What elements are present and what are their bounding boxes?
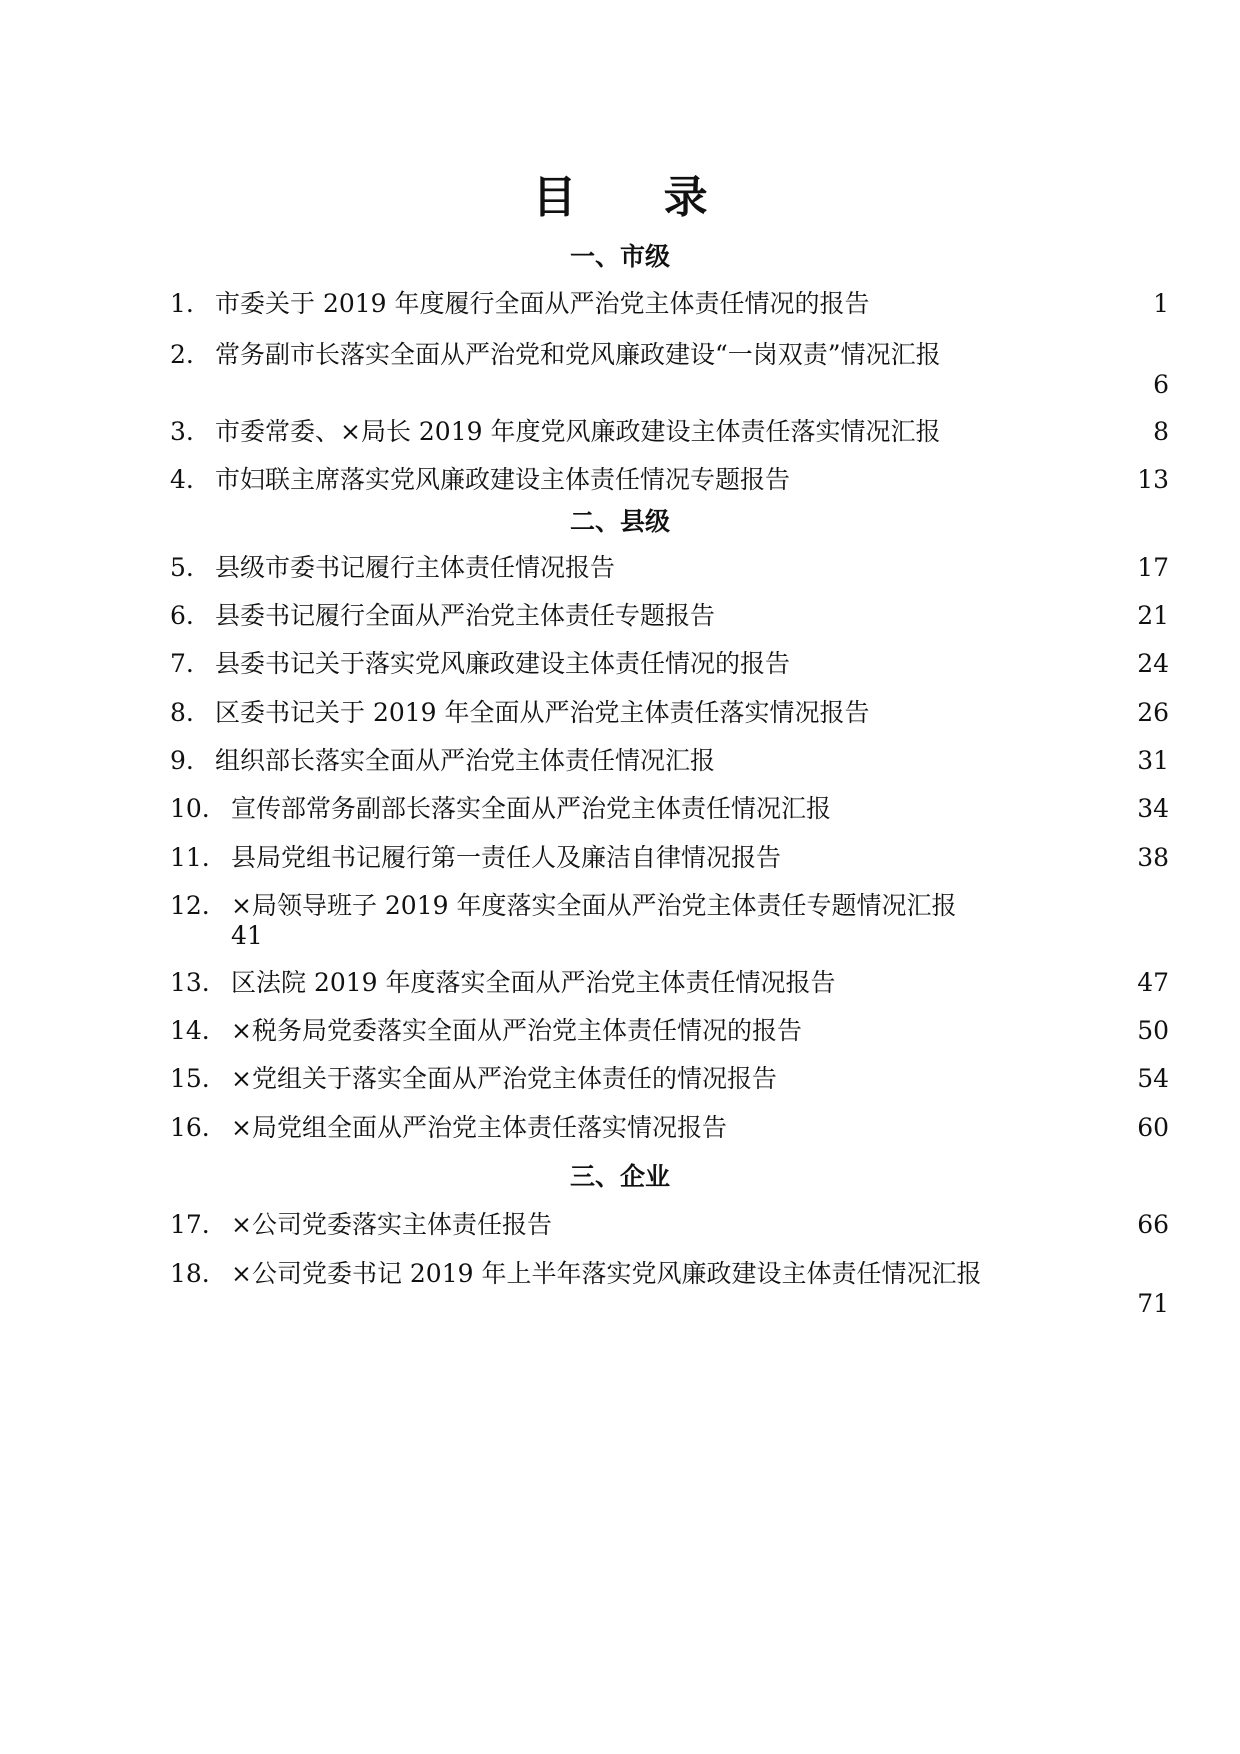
entry-number: 13. xyxy=(170,968,210,997)
entry-page: 50 xyxy=(1137,1016,1169,1045)
entry-number: 1. xyxy=(170,289,194,318)
entry-page: 66 xyxy=(1137,1210,1169,1239)
toc-title: 目 录 xyxy=(532,172,744,223)
entry-title: ×党组关于落实全面从严治党主体责任的情况报告 xyxy=(231,1064,777,1093)
entry-number: 3. xyxy=(170,417,194,446)
entry-number: 6. xyxy=(170,601,194,630)
entry-number: 9. xyxy=(170,746,194,775)
entry-number: 12. xyxy=(170,891,210,920)
entry-title: ×公司党委书记 2019 年上半年落实党风廉政建设主体责任情况汇报 xyxy=(231,1259,982,1288)
toc-entry[interactable] xyxy=(0,889,1240,969)
entry-title: 常务副市长落实全面从严治党和党风廉政建设“一岗双责”情况汇报 xyxy=(215,340,941,369)
entry-title: 宣传部常务副部长落实全面从严治党主体责任情况汇报 xyxy=(231,794,832,823)
entry-title: 县委书记关于落实党风廉政建设主体责任情况的报告 xyxy=(215,649,791,678)
section-heading-city: 一、市级 xyxy=(569,242,670,271)
entry-page: 21 xyxy=(1137,601,1169,630)
entry-title: ×公司党委落实主体责任报告 xyxy=(231,1210,552,1239)
entry-title: ×税务局党委落实全面从严治党主体责任情况的报告 xyxy=(231,1016,802,1045)
toc-entry[interactable] xyxy=(0,1257,1240,1347)
section-heading-county: 二、县级 xyxy=(569,507,670,536)
entry-title: 区委书记关于 2019 年全面从严治党主体责任落实情况报告 xyxy=(215,698,870,727)
entry-number: 15. xyxy=(170,1064,210,1093)
entry-number: 5. xyxy=(170,553,194,582)
entry-title: 区法院 2019 年度落实全面从严治党主体责任情况报告 xyxy=(231,968,836,997)
entry-title: 县委书记履行全面从严治党主体责任专题报告 xyxy=(215,601,716,630)
entry-number: 14. xyxy=(170,1016,210,1045)
entry-number: 18. xyxy=(170,1259,210,1288)
entry-title: 县级市委书记履行主体责任情况报告 xyxy=(215,553,616,582)
entry-title: 市委关于 2019 年度履行全面从严治党主体责任情况的报告 xyxy=(215,289,870,318)
entry-page: 31 xyxy=(1137,746,1169,775)
entry-page: 8 xyxy=(1153,417,1169,446)
entry-page: 41 xyxy=(231,921,263,950)
entry-title: 县局党组书记履行第一责任人及廉洁自律情况报告 xyxy=(231,843,782,872)
entry-number: 10. xyxy=(170,794,210,823)
entry-number: 2. xyxy=(170,340,194,369)
entry-page: 17 xyxy=(1137,553,1169,582)
entry-page: 26 xyxy=(1137,698,1169,727)
entry-number: 17. xyxy=(170,1210,210,1239)
entry-title: 组织部长落实全面从严治党主体责任情况汇报 xyxy=(215,746,716,775)
entry-page: 71 xyxy=(1137,1289,1169,1318)
entry-page: 1 xyxy=(1153,289,1169,318)
entry-page: 54 xyxy=(1137,1064,1169,1093)
entry-page: 47 xyxy=(1137,968,1169,997)
entry-page: 24 xyxy=(1137,649,1169,678)
section-heading-enterprise: 三、企业 xyxy=(569,1162,670,1191)
entry-number: 7. xyxy=(170,649,194,678)
entry-title: 市委常委、×局长 2019 年度党风廉政建设主体责任落实情况汇报 xyxy=(215,417,941,446)
entry-page: 34 xyxy=(1137,794,1169,823)
entry-number: 16. xyxy=(170,1113,210,1142)
entry-number: 4. xyxy=(170,465,194,494)
entry-page: 13 xyxy=(1137,465,1169,494)
entry-title: ×局党组全面从严治党主体责任落实情况报告 xyxy=(231,1113,727,1142)
entry-page: 6 xyxy=(1153,370,1169,399)
entry-title: 市妇联主席落实党风廉政建设主体责任情况专题报告 xyxy=(215,465,791,494)
entry-title: ×局领导班子 2019 年度落实全面从严治党主体责任专题情况汇报 xyxy=(231,891,957,920)
entry-page: 60 xyxy=(1137,1113,1169,1142)
entry-number: 11. xyxy=(170,843,210,872)
entry-page: 38 xyxy=(1137,843,1169,872)
entry-number: 8. xyxy=(170,698,194,727)
